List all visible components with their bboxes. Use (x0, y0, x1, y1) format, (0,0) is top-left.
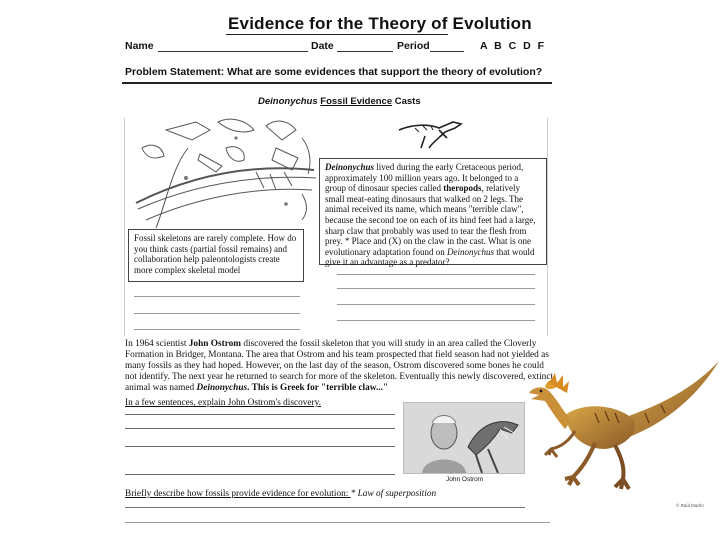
header-divider (122, 82, 552, 84)
final-hint: * Law of superposition (350, 489, 437, 499)
photo-caption: John Ostrom (446, 476, 484, 483)
date-label: Date (311, 40, 334, 52)
deinonychus-illustration (525, 357, 720, 495)
period-line (430, 51, 464, 52)
info-answer-line-4[interactable] (337, 320, 535, 321)
info-answer-line-1[interactable] (337, 274, 535, 275)
period-label: Period (397, 40, 430, 52)
panel-edge-right (547, 118, 548, 336)
grade-scale: A B C D F (480, 40, 545, 52)
casts-answer-line-3[interactable] (134, 329, 300, 330)
title-underline (226, 34, 448, 35)
ostrom-p2: discovered the fossil skeleton that you will study in an area called the Cloverly Formation in Bridger, Montana. The area that Ostrom and his team prospected that field season had not yielded as many fossils as they had hoped. However, on the last day of the season, Ostrom discovered some bones he could not identify. The next year he returned to search for more of the skeleton. Eventually this newly discovered, extinct animal was named (125, 339, 554, 393)
info-answer-line-2[interactable] (337, 288, 535, 289)
casts-answer-line-1[interactable] (134, 296, 300, 297)
caption-fossil-evidence: Fossil Evidence (320, 96, 393, 107)
explain-line-3[interactable] (125, 446, 395, 447)
worksheet-title: Evidence for the Theory of Evolution (228, 14, 532, 33)
info-genus: Deinonychus (325, 162, 375, 172)
explain-line-4[interactable] (125, 474, 395, 475)
name-label: Name (125, 40, 154, 52)
casts-answer-line-2[interactable] (134, 313, 300, 314)
info-theropods: theropods (443, 183, 482, 194)
explain-line-1[interactable] (125, 414, 395, 415)
info-text-2: , relatively small meat-eating dinosaurs that walked on 2 legs. The animal received its name, which means "terrible claw", because the second toe on each of its hind feet had a large, sharp claw that probably was used to tear the flesh from prey. * Place and (X) on the claw in the cast. (325, 183, 536, 247)
skeleton-sketch (395, 112, 465, 150)
final-prompt (125, 489, 436, 500)
final-line-2[interactable] (125, 522, 550, 523)
fossil-caption (258, 96, 421, 107)
problem-question: What are some evidences that support the theory of evolution? (227, 66, 543, 78)
info-question-genus: Deinonychus (446, 246, 494, 257)
name-line (158, 51, 308, 52)
problem-label: Problem Statement: (125, 66, 225, 78)
ostrom-name: John Ostrom (188, 339, 242, 349)
caption-casts: Casts (394, 96, 421, 107)
caption-genus: Deinonychus (258, 96, 318, 107)
info-text: lived during the early Cretaceous period, approximately 100 million years ago. It belonged to a group of dinosaur species called (325, 162, 524, 194)
casts-question-text: Fossil skeletons are rarely complete. How do you think casts (partial fossil remains) and collaboration help paleontologists create more complex skeletal model (134, 233, 297, 275)
deinonychus-info-box (319, 158, 547, 268)
info-question-end: that would give it an advantage as a predator? (325, 246, 535, 268)
info-answer-line-3[interactable] (337, 304, 535, 305)
explain-line-2[interactable] (125, 428, 395, 429)
ostrom-genus: Deinonychus (196, 382, 248, 393)
ostrom-paragraph (125, 339, 555, 394)
final-line-1[interactable] (125, 507, 525, 508)
casts-question-box (128, 229, 304, 282)
explain-prompt: In a few sentences, explain John Ostrom's discovery. (125, 398, 321, 408)
info-question: What is one evolutionary adaptation found on (325, 236, 531, 257)
date-line (337, 51, 393, 52)
fossil-bones-illustration (126, 108, 326, 232)
ostrom-photo (403, 402, 525, 474)
ostrom-p1: In 1964 scientist (125, 339, 189, 349)
illustration-credit: © Raúl Martín (676, 503, 704, 508)
panel-edge-left (124, 118, 125, 336)
final-prompt-text: Briefly describe how fossils provide evidence for evolution: (125, 489, 351, 499)
ostrom-p3: . This is Greek for "terrible claw..." (247, 382, 389, 393)
problem-statement (125, 66, 542, 78)
